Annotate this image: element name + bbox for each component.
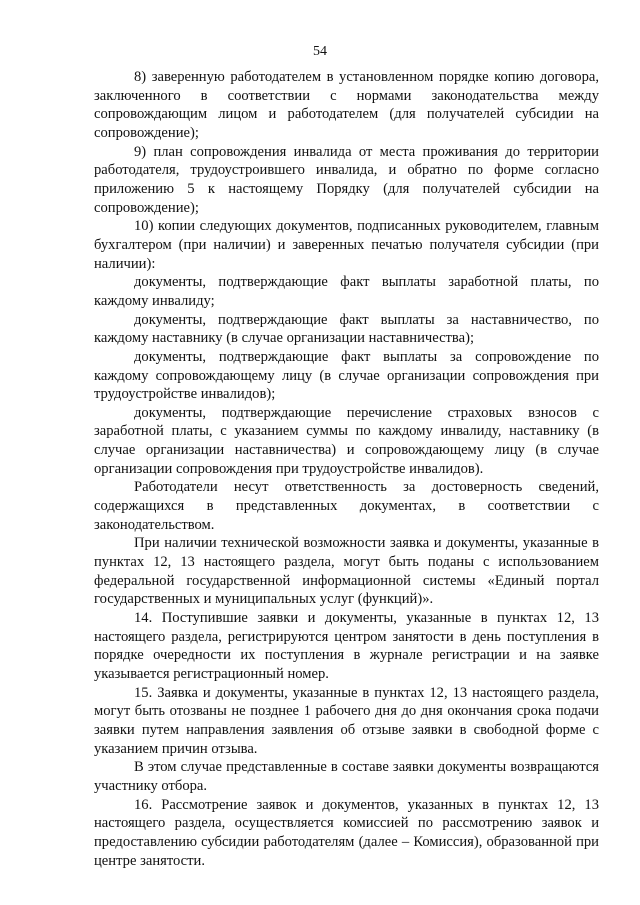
paragraph-employer-responsibility: Работодатели несут ответственность за достоверность сведений, содержащихся в представленных документах, в соответствии с законодательством. [94, 479, 599, 533]
paragraph-item-9: 9) план сопровождения инвалида от места проживания до территории работодателя, трудоустроившего инвалида, и обратно по форме согласно приложению 5 к настоящему Порядку (для получателей субсидии на сопровождение); [94, 143, 599, 216]
paragraph-electronic-submission: При наличии технической возможности заявка и документы, указанные в пунктах 12, 13 настоящего раздела, могут быть поданы с использованием федеральной государственной информационной системы «Единый портал государственных и муниципальных услуг (функций)». [94, 535, 599, 608]
paragraph-documents-returned: В этом случае представленные в составе заявки документы возвращаются участнику отбора. [94, 759, 599, 794]
paragraph-item-10: 10) копии следующих документов, подписанных руководителем, главным бухгалтером (при наличии) и заверенных печатью получателя субсидии (при наличии): [94, 218, 599, 272]
paragraph-salary-documents: документы, подтверждающие факт выплаты заработной платы, по каждому инвалиду; [94, 274, 599, 309]
paragraph-item-15: 15. Заявка и документы, указанные в пунктах 12, 13 настоящего раздела, могут быть отозваны не позднее 1 рабочего дня до дня окончания срока подачи заявки путем направления заявления об отзыве заявки в свободной форме с указанием причин отзыва. [94, 684, 599, 757]
page-number: 54 [313, 44, 327, 59]
paragraph-item-14: 14. Поступившие заявки и документы, указанные в пунктах 12, 13 настоящего раздела, регистрируются центром занятости в день поступления в порядке очередности их поступления в журнале регистрации и на заявке указывается регистрационный номер. [94, 610, 599, 682]
paragraph-escort-documents: документы, подтверждающие факт выплаты за сопровождение по каждому сопровождающему лицу (в случае организации сопровождения при трудоустройстве инвалидов); [94, 348, 599, 403]
paragraph-mentoring-documents: документы, подтверждающие факт выплаты за наставничество, по каждому наставнику (в случае организации наставничества); [94, 311, 599, 347]
paragraph-insurance-documents: документы, подтверждающие перечисление страховых взносов с заработной платы, с указанием суммы по каждому инвалиду, наставнику (в случае организации наставничества) и сопровождающему лицу (в случае организации сопровождения при трудоустройстве инвалидов). [94, 404, 599, 477]
paragraph-item-16: 16. Рассмотрение заявок и документов, указанных в пунктах 12, 13 настоящего раздела, осуществляется комиссией по рассмотрению заявок и предоставлению субсидии работодателям (далее – Комиссия), образованной при центре занятости. [94, 796, 599, 869]
document-body [94, 68, 599, 870]
paragraph-item-8: 8) заверенную работодателем в установленном порядке копию договора, заключенного в соответствии с нормами законодательства между сопровождающим лицом и работодателем (для получателей субсидии на сопровождение); [94, 69, 599, 141]
